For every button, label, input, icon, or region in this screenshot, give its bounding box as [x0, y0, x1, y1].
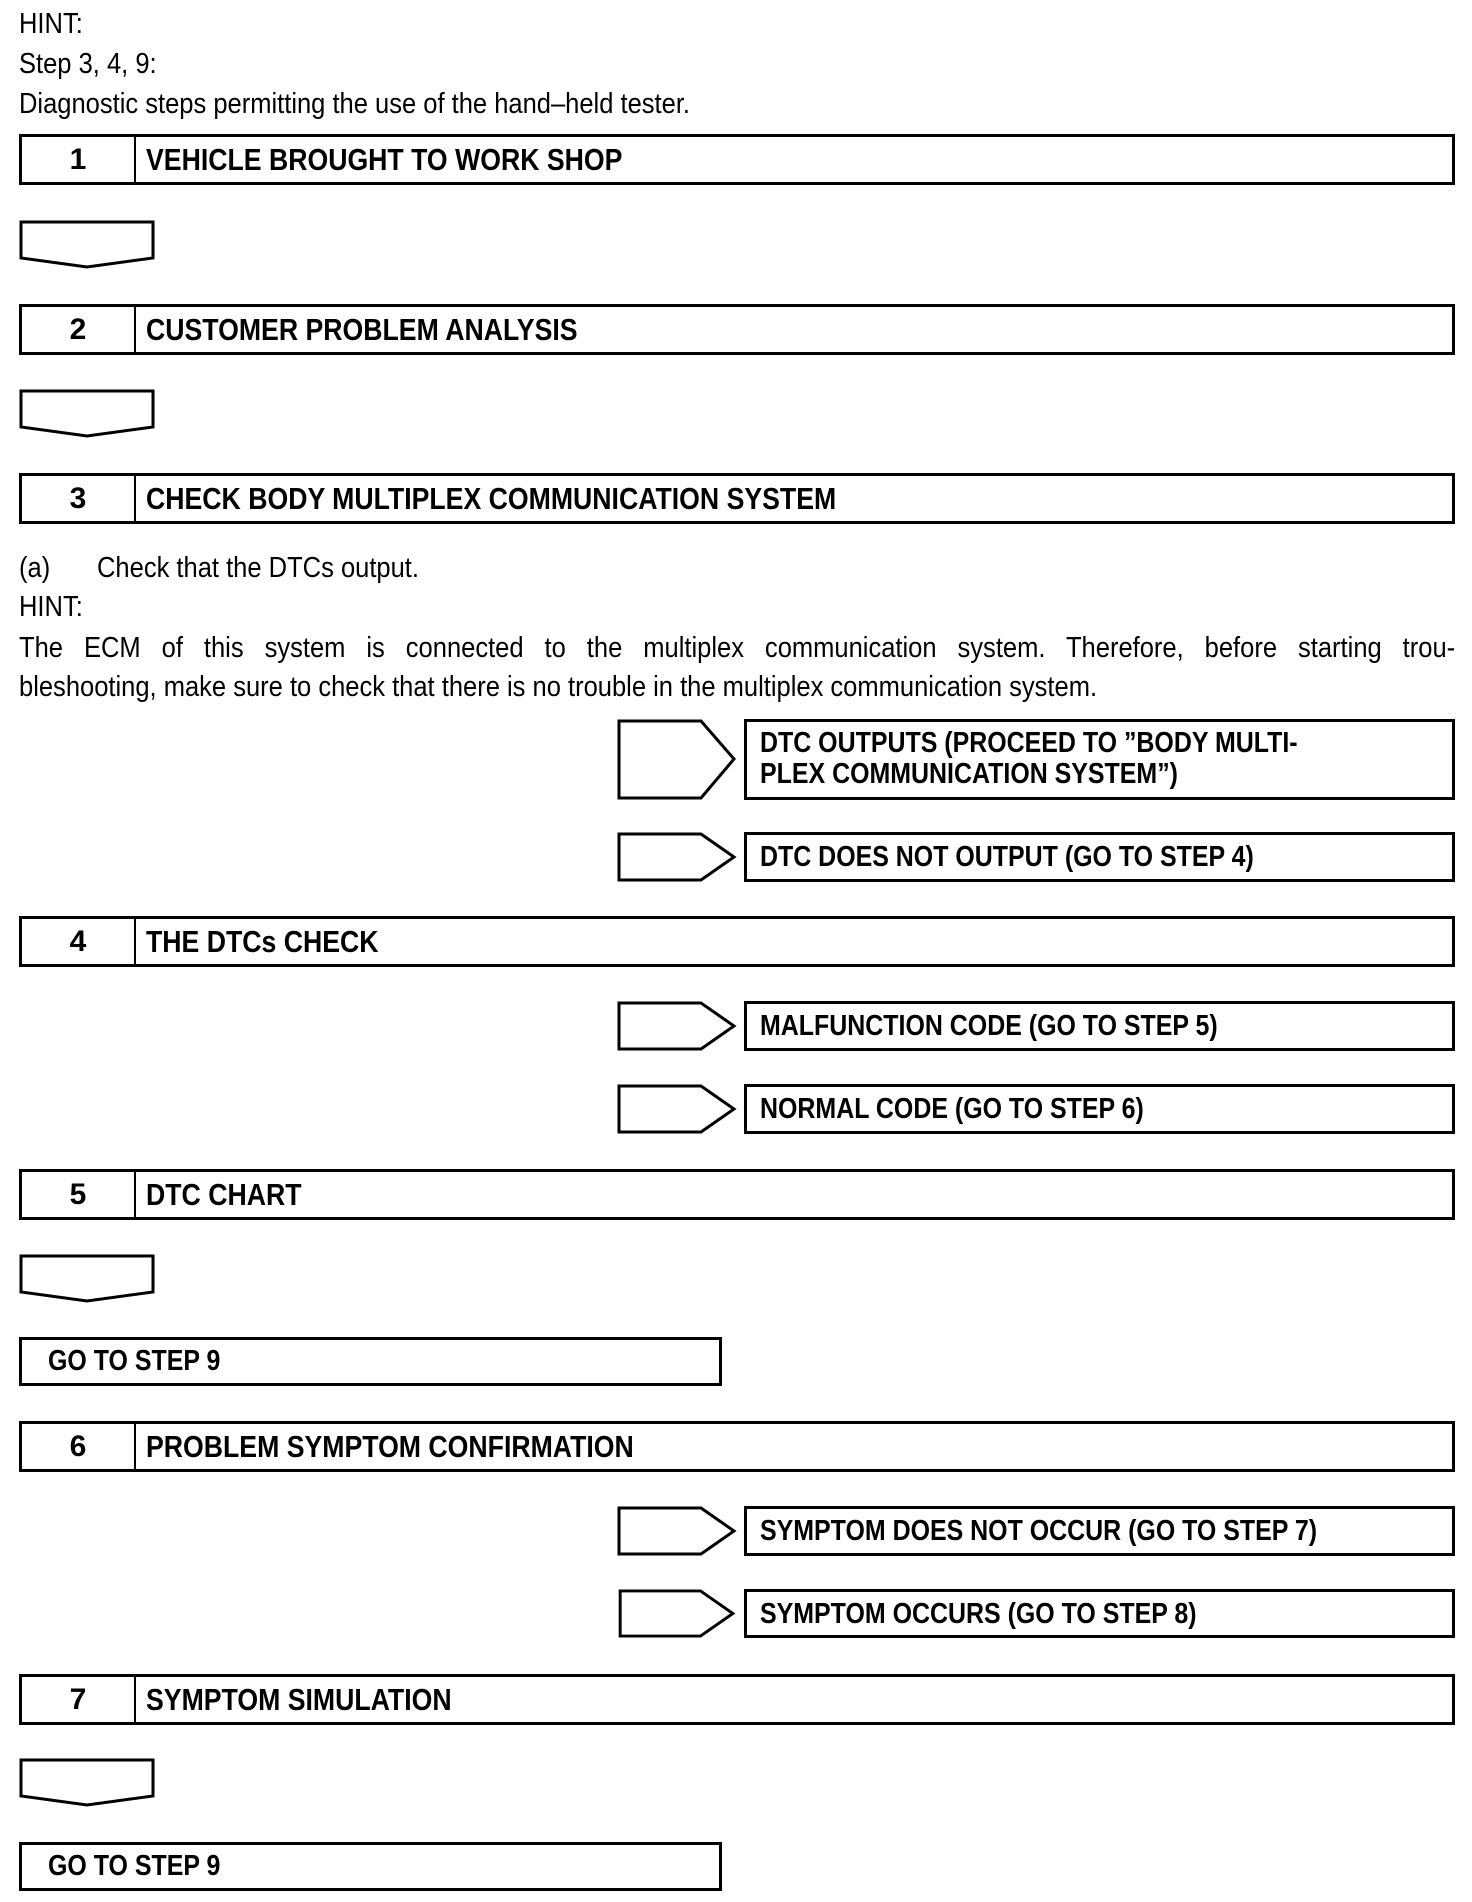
- step-title: SYMPTOM SIMULATION: [146, 1681, 452, 1717]
- step3-paragraph-line: bleshooting, make sure to check that there is no trouble in the multiplex communication system.: [19, 671, 1098, 703]
- step3-item-label: (a): [19, 552, 51, 584]
- step3-item-text: Check that the DTCs output.: [97, 552, 419, 584]
- step-title: CUSTOMER PROBLEM ANALYSIS: [146, 311, 578, 347]
- result-text: SYMPTOM DOES NOT OCCUR (GO TO STEP 7): [760, 1515, 1318, 1547]
- down-arrow-icon: [19, 1758, 155, 1807]
- result-text-line: PLEX COMMUNICATION SYSTEM”): [760, 758, 1178, 790]
- goto-step-9-box: [19, 1842, 722, 1891]
- step-3-box: [19, 473, 1455, 524]
- right-arrow-icon: [617, 1001, 737, 1051]
- step-title: DTC CHART: [146, 1176, 302, 1212]
- step-title: CHECK BODY MULTIPLEX COMMUNICATION SYSTEM: [146, 480, 837, 516]
- step-title: PROBLEM SYMPTOM CONFIRMATION: [146, 1428, 634, 1464]
- step-number: 7: [22, 1677, 136, 1722]
- step-4-box: [19, 916, 1455, 967]
- step-number: 6: [22, 1424, 136, 1469]
- step-title: VEHICLE BROUGHT TO WORK SHOP: [146, 141, 623, 177]
- result-symptom-not-occur: [744, 1506, 1455, 1556]
- right-arrow-icon: [617, 1589, 737, 1638]
- result-text: NORMAL CODE (GO TO STEP 6): [760, 1093, 1144, 1125]
- right-arrow-icon: [617, 832, 737, 882]
- result-dtc-outputs: [744, 719, 1455, 800]
- right-arrow-icon: [617, 719, 737, 800]
- step-title: THE DTCs CHECK: [146, 923, 379, 959]
- down-arrow-icon: [19, 389, 155, 438]
- step-6-box: [19, 1421, 1455, 1472]
- step-number: 2: [22, 307, 136, 352]
- step-number: 4: [22, 919, 136, 964]
- result-dtc-not-output: [744, 832, 1455, 882]
- result-normal-code: [744, 1084, 1455, 1134]
- result-malfunction-code: [744, 1001, 1455, 1051]
- steps-reference: Step 3, 4, 9:: [19, 48, 157, 80]
- step-5-box: [19, 1169, 1455, 1220]
- hint-label: HINT:: [19, 8, 83, 40]
- down-arrow-icon: [19, 220, 155, 269]
- result-symptom-occurs: [744, 1589, 1455, 1638]
- result-text: DTC DOES NOT OUTPUT (GO TO STEP 4): [760, 841, 1254, 873]
- step3-paragraph-line: The ECM of this system is connected to the multiplex communication system. Therefore, before starting trou-: [19, 632, 1456, 664]
- intro-description: Diagnostic steps permitting the use of the hand–held tester.: [19, 88, 691, 120]
- goto-text: GO TO STEP 9: [48, 1850, 221, 1882]
- step-1-box: [19, 134, 1455, 185]
- goto-text: GO TO STEP 9: [48, 1345, 221, 1377]
- step-2-box: [19, 304, 1455, 355]
- result-text-line: DTC OUTPUTS (PROCEED TO ”BODY MULTI-: [760, 727, 1298, 759]
- down-arrow-icon: [19, 1254, 155, 1303]
- result-text: SYMPTOM OCCURS (GO TO STEP 8): [760, 1598, 1197, 1630]
- step-number: 3: [22, 476, 136, 521]
- step3-hint-label: HINT:: [19, 591, 83, 623]
- right-arrow-icon: [617, 1084, 737, 1134]
- right-arrow-icon: [617, 1506, 737, 1556]
- step-number: 1: [22, 137, 136, 182]
- result-text: MALFUNCTION CODE (GO TO STEP 5): [760, 1010, 1218, 1042]
- step-number: 5: [22, 1172, 136, 1217]
- goto-step-9-box: [19, 1337, 722, 1386]
- step-7-box: [19, 1674, 1455, 1725]
